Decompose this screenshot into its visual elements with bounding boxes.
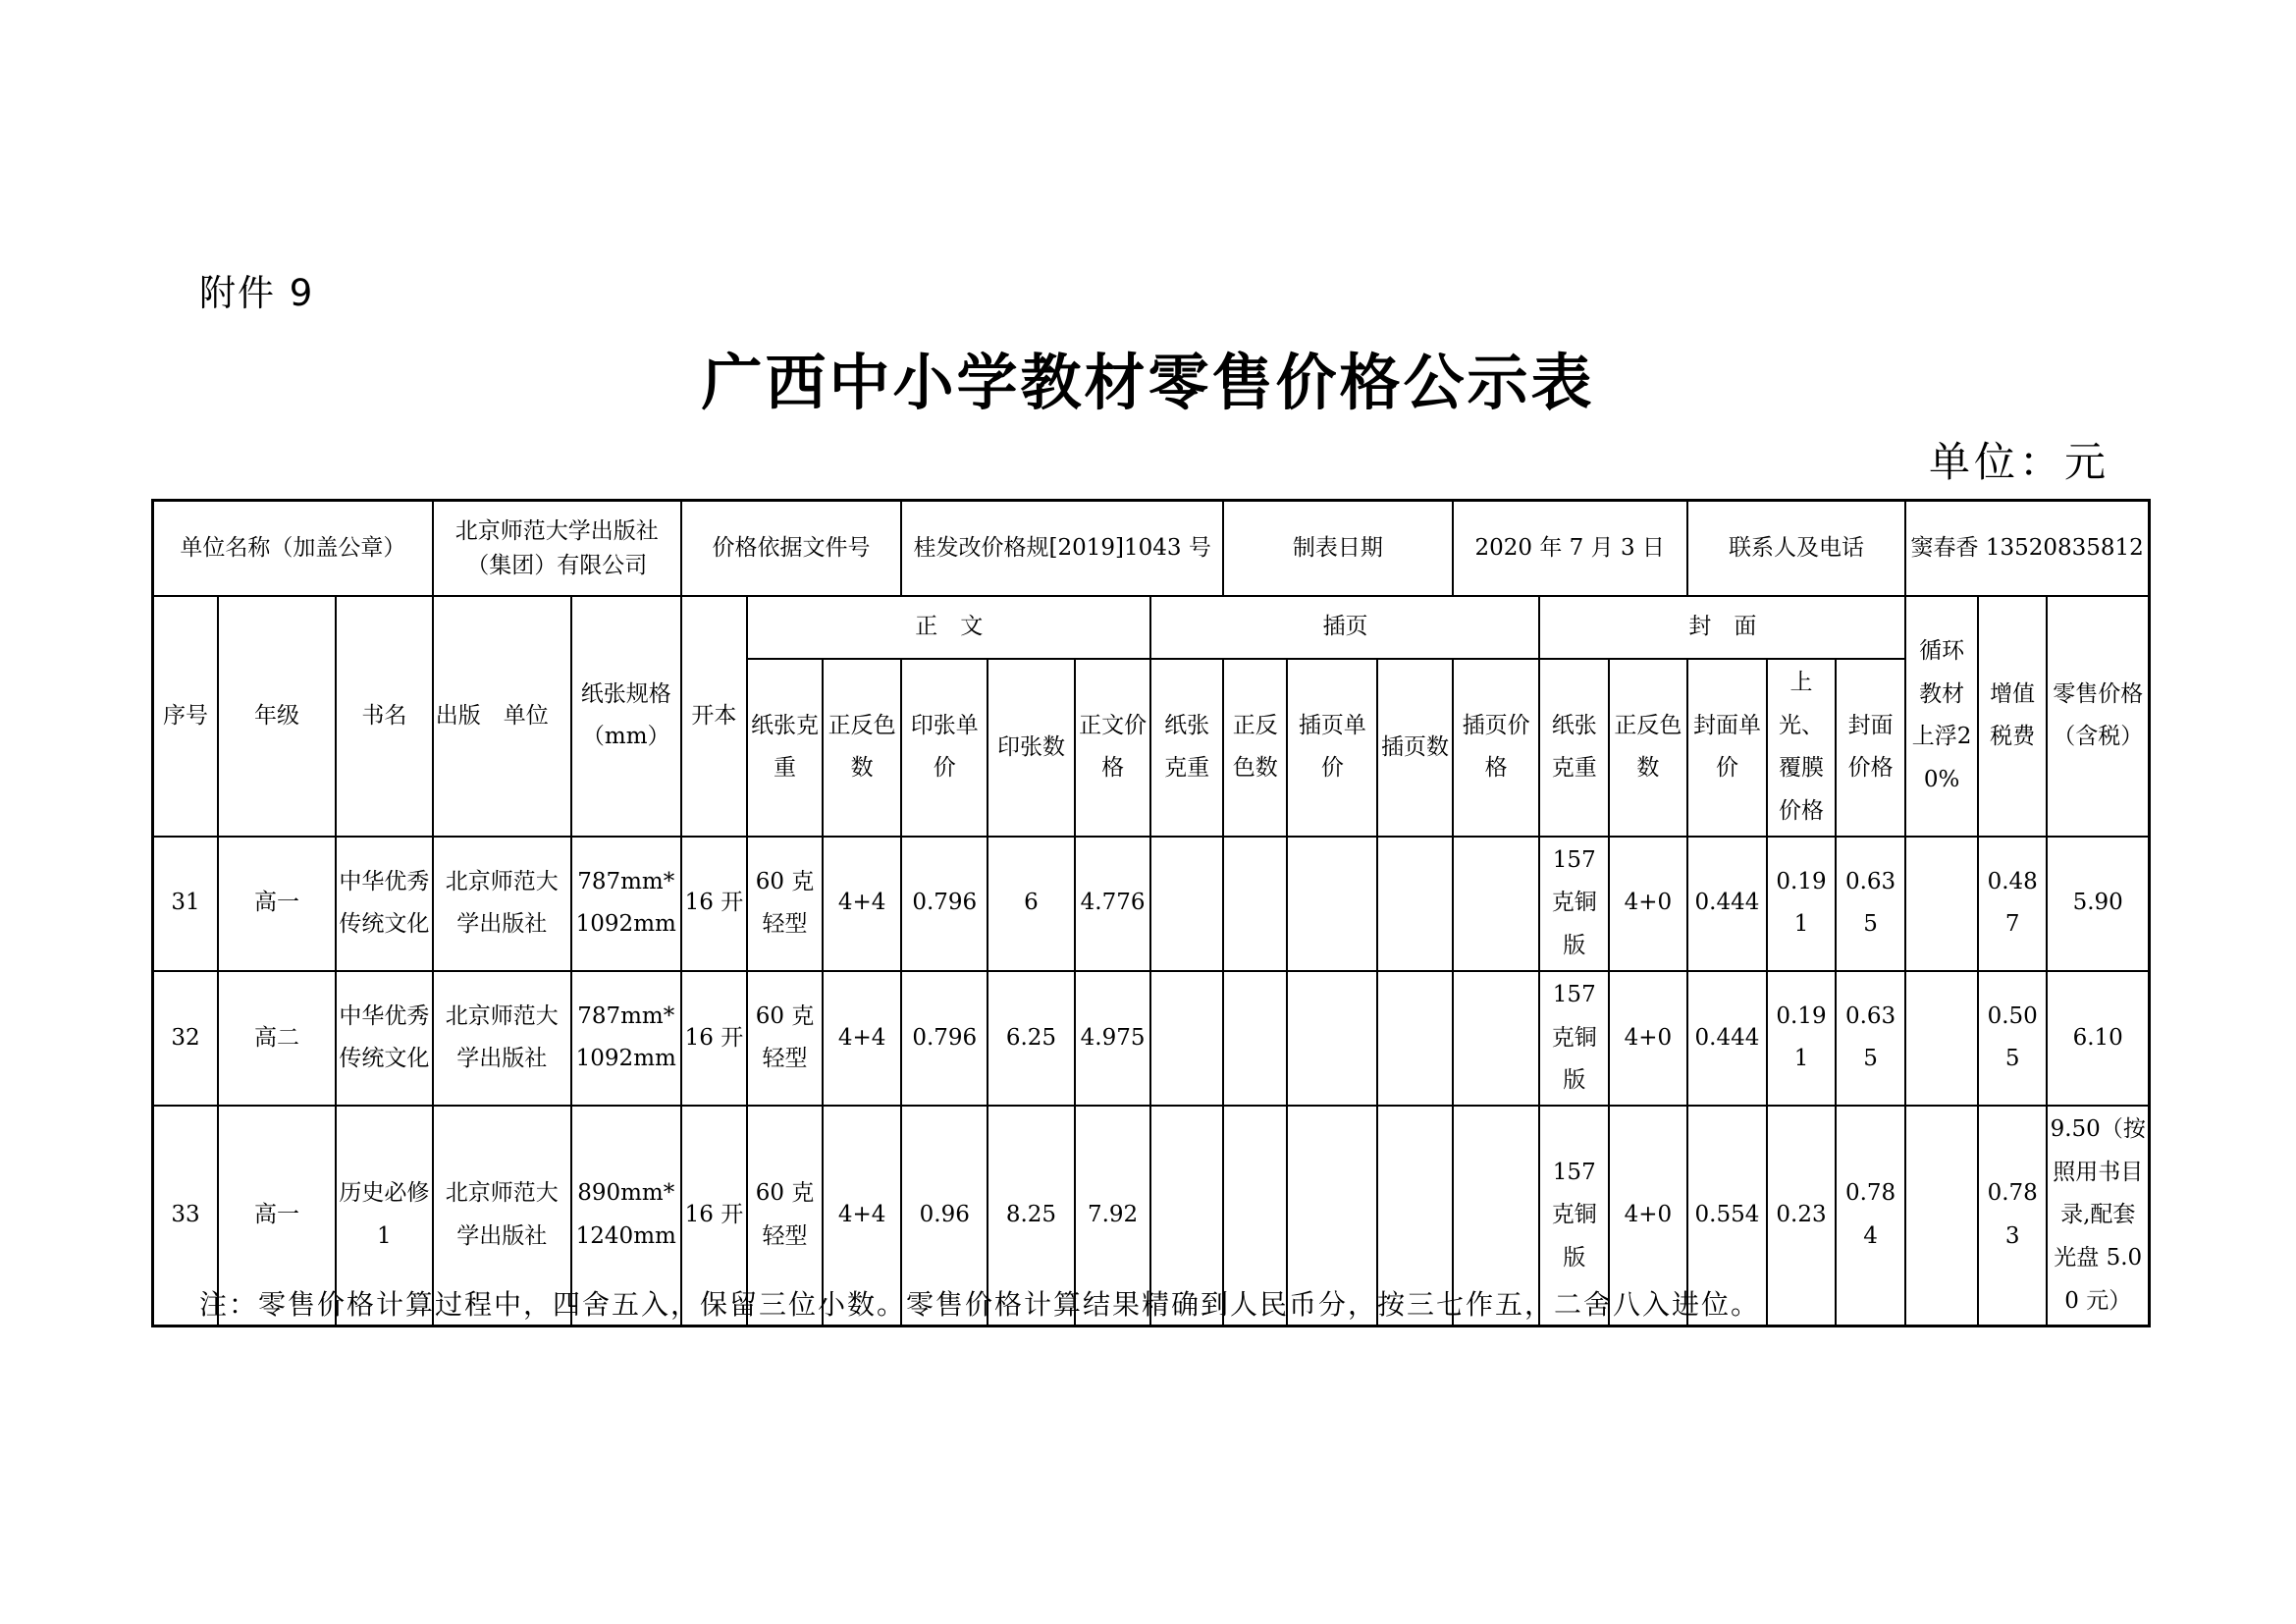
price-basis-label: 价格依据文件号 [681,501,902,597]
header-body-color: 正反色数 [823,659,902,837]
header-vat: 增值税费 [1978,596,2048,837]
cell-insert-color [1223,837,1288,971]
cell-sheets: 8.25 [988,1106,1075,1326]
cell-insert-price [1453,971,1540,1106]
cell-insert-count [1377,837,1453,971]
cell-publisher: 北京师范大学出版社 [433,1106,571,1326]
header-body-paper: 纸张克重 [747,659,823,837]
cell-cover-unit: 0.554 [1687,1106,1768,1326]
table-row [153,971,2150,1106]
header-body-sheets: 印张数 [988,659,1075,837]
cell-cover-color: 4+0 [1609,971,1687,1106]
header-grade: 年级 [218,596,336,837]
header-paper-size: 纸张规格（mm） [571,596,681,837]
cell-insert-count [1377,971,1453,1106]
cell-cover-price: 0.635 [1836,971,1906,1106]
page-title: 广西中小学教材零售价格公示表 [701,347,1595,418]
cell-cover-color: 4+0 [1609,837,1687,971]
header-insert-price: 插页价格 [1453,659,1540,837]
header-insert-group: 插页 [1150,596,1539,659]
cell-recycle [1905,971,1978,1106]
header-body-sheet-price: 印张单价 [901,659,988,837]
contact-value: 窦春香 13520835812 [1905,501,2149,597]
cell-format: 16 开 [681,1106,748,1326]
header-body-group: 正 文 [747,596,1150,659]
cell-grade: 高一 [218,1106,336,1326]
header-cover-unit-price: 封面单价 [1687,659,1768,837]
cell-cover-paper: 157 克铜版 [1539,837,1609,971]
cell-size: 787mm*1092mm [571,971,681,1106]
cell-cover-gloss: 0.191 [1767,837,1836,971]
cell-insert-price [1453,837,1540,971]
price-basis: 桂发改价格规[2019]1043 号 [901,501,1223,597]
price-table [151,499,2151,1327]
cell-book: 中华优秀传统文化 [336,971,433,1106]
cell-insert-unit [1287,971,1377,1106]
cell-retail: 9.50（按照用书目录,配套光盘 5.00 元） [2047,1106,2149,1326]
cell-cover-unit: 0.444 [1687,837,1768,971]
header-insert-unit-price: 插页单价 [1287,659,1377,837]
header-retail: 零售价格（含税） [2047,596,2149,837]
header-row-1 [153,596,2150,659]
header-cover-group: 封 面 [1539,596,1905,659]
cell-body-price: 7.92 [1075,1106,1151,1326]
cell-publisher: 北京师范大学出版社 [433,837,571,971]
cell-sheets: 6.25 [988,971,1075,1106]
cell-cover-gloss: 0.23 [1767,1106,1836,1326]
attachment-label: 附件 9 [199,272,315,314]
cell-body-price: 4.975 [1075,971,1151,1106]
table-row [153,837,2150,971]
cell-body-color: 4+4 [823,1106,902,1326]
cell-format: 16 开 [681,837,748,971]
cell-insert-unit [1287,837,1377,971]
cell-cover-price: 0.784 [1836,1106,1906,1326]
cell-sheet-price: 0.796 [901,837,988,971]
header-book: 书名 [336,596,433,837]
cell-seq: 33 [153,1106,219,1326]
cell-recycle [1905,1106,1978,1326]
cell-vat: 0.487 [1978,837,2048,971]
cell-grade: 高一 [218,837,336,971]
header-insert-count: 插页数 [1377,659,1453,837]
header-recycle: 循环教材上浮20% [1905,596,1978,837]
unit-label: 单位：元 [1929,438,2110,486]
cell-body-price: 4.776 [1075,837,1151,971]
contact-label: 联系人及电话 [1687,501,1906,597]
cell-insert-paper [1150,837,1223,971]
cell-retail: 6.10 [2047,971,2149,1106]
cell-body-color: 4+4 [823,971,902,1106]
cell-body-paper: 60 克轻型 [747,1106,823,1326]
info-row [153,501,2150,597]
cell-publisher: 北京师范大学出版社 [433,971,571,1106]
cell-vat: 0.505 [1978,971,2048,1106]
cell-sheets: 6 [988,837,1075,971]
footnote: 注：零售价格计算过程中，四舍五入，保留三位小数。零售价格计算结果精确到人民币分，按三七作五，二舍八入进位。 [199,1288,1761,1321]
cell-cover-color: 4+0 [1609,1106,1687,1326]
header-body-price: 正文价格 [1075,659,1151,837]
cell-retail: 5.90 [2047,837,2149,971]
cell-cover-unit: 0.444 [1687,971,1768,1106]
header-cover-color: 正反色数 [1609,659,1687,837]
cell-cover-price: 0.635 [1836,837,1906,971]
cell-body-paper: 60 克轻型 [747,837,823,971]
header-cover-price: 封面价格 [1836,659,1906,837]
cell-book: 中华优秀传统文化 [336,837,433,971]
cell-size: 890mm*1240mm [571,1106,681,1326]
header-seq: 序号 [153,596,219,837]
cell-grade: 高二 [218,971,336,1106]
publisher-name: 北京师范大学出版社（集团）有限公司 [433,501,681,597]
cell-seq: 31 [153,837,219,971]
cell-body-paper: 60 克轻型 [747,971,823,1106]
cell-cover-paper: 157 克铜版 [1539,1106,1609,1326]
cell-sheet-price: 0.96 [901,1106,988,1326]
header-cover-gloss: 上光、覆膜价格 [1767,659,1836,837]
cell-insert-paper [1150,971,1223,1106]
header-format: 开本 [681,596,748,837]
date-label: 制表日期 [1223,501,1453,597]
date-value: 2020 年 7 月 3 日 [1453,501,1687,597]
cell-vat: 0.783 [1978,1106,2048,1326]
cell-insert-color [1223,971,1288,1106]
header-cover-paper: 纸张克重 [1539,659,1609,837]
cell-sheet-price: 0.796 [901,971,988,1106]
cell-cover-gloss: 0.191 [1767,971,1836,1106]
cell-cover-paper: 157 克铜版 [1539,971,1609,1106]
header-insert-paper: 纸张克重 [1150,659,1223,837]
cell-book: 历史必修 1 [336,1106,433,1326]
cell-body-color: 4+4 [823,837,902,971]
cell-size: 787mm*1092mm [571,837,681,971]
cell-seq: 32 [153,971,219,1106]
unit-name-label: 单位名称（加盖公章） [153,501,433,597]
cell-recycle [1905,837,1978,971]
header-publisher: 出版 单位 [433,596,571,837]
header-insert-color: 正反色数 [1223,659,1288,837]
cell-format: 16 开 [681,971,748,1106]
